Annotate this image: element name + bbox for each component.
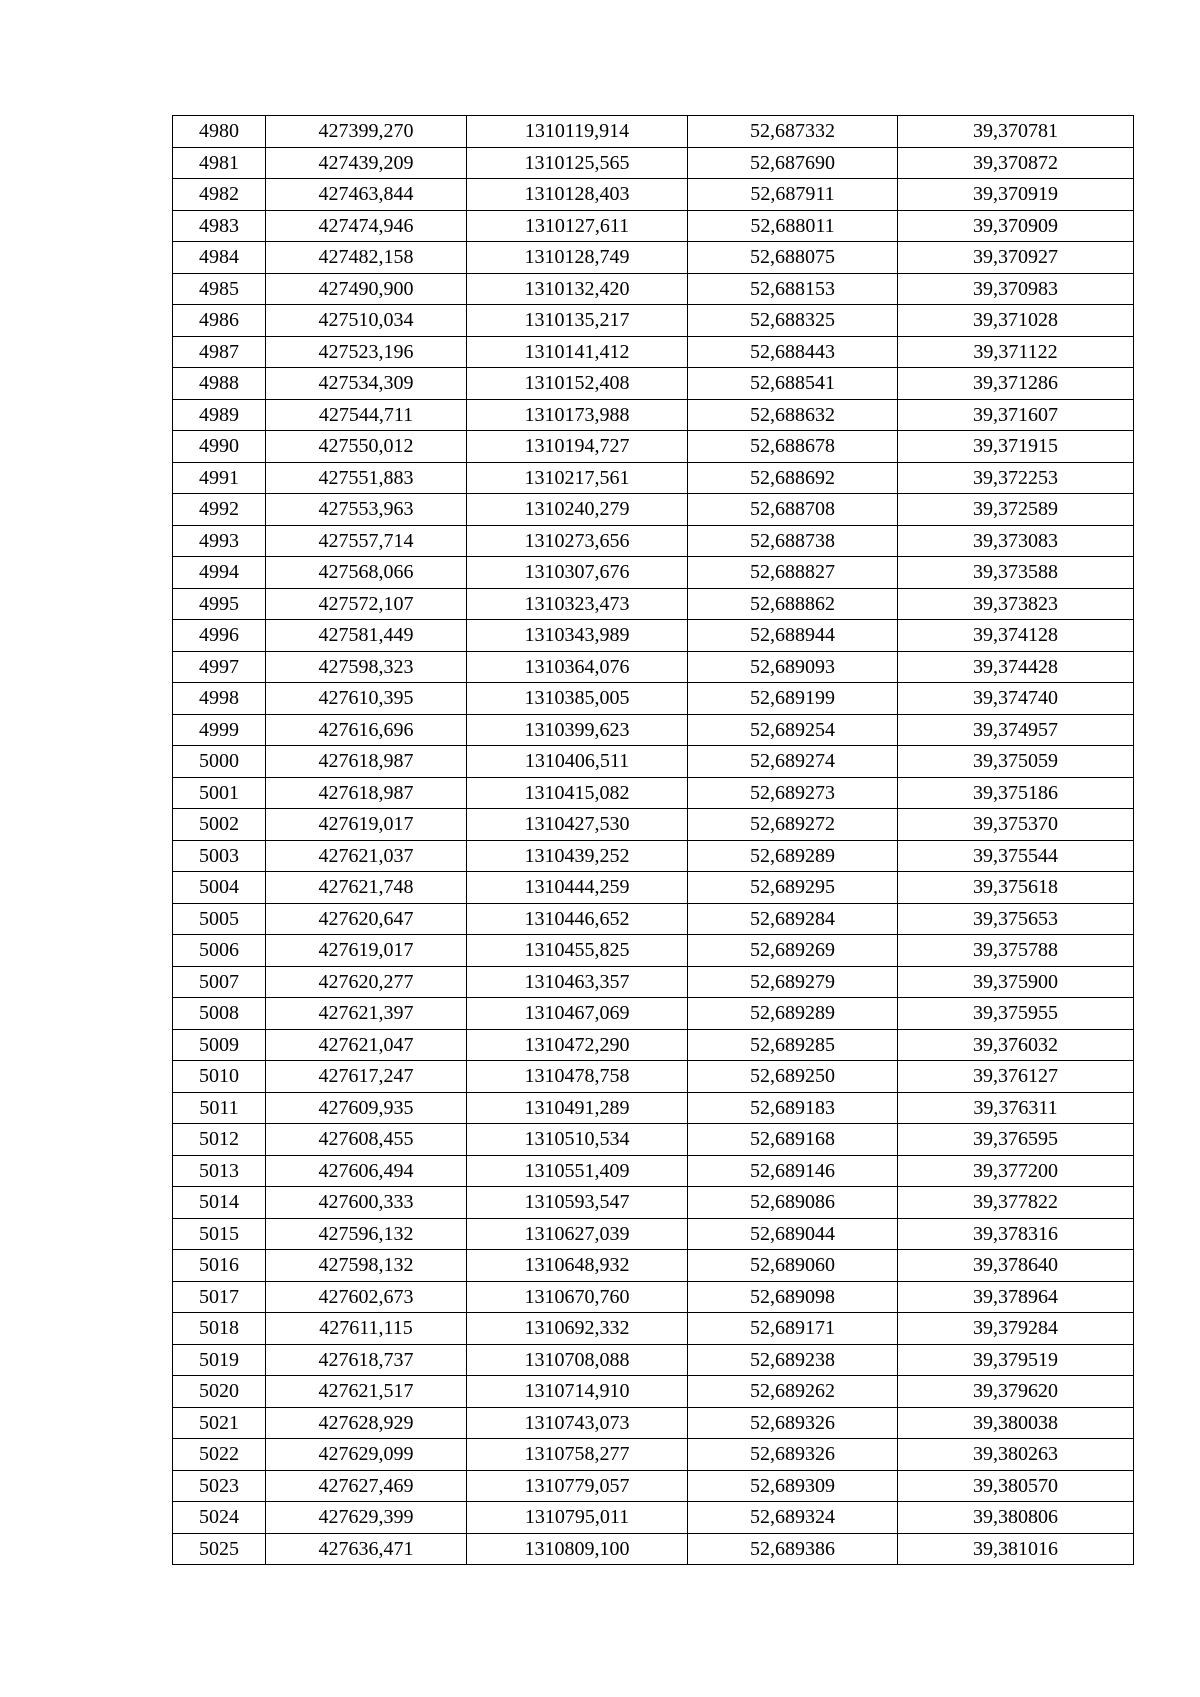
latitude-cell: 52,687911 <box>688 179 898 211</box>
table-row <box>173 1470 1134 1502</box>
point-number-cell: 5018 <box>173 1313 266 1345</box>
table-row <box>173 1155 1134 1187</box>
x-coordinate-cell: 427523,196 <box>266 336 467 368</box>
longitude-cell: 39,376311 <box>898 1092 1134 1124</box>
table-row <box>173 1218 1134 1250</box>
point-number-cell: 5002 <box>173 809 266 841</box>
latitude-cell: 52,689254 <box>688 714 898 746</box>
x-coordinate-cell: 427598,132 <box>266 1250 467 1282</box>
latitude-cell: 52,689146 <box>688 1155 898 1187</box>
table-row <box>173 840 1134 872</box>
table-row <box>173 1281 1134 1313</box>
latitude-cell: 52,688692 <box>688 462 898 494</box>
table-row <box>173 1187 1134 1219</box>
table-row <box>173 179 1134 211</box>
table-row <box>173 494 1134 526</box>
point-number-cell: 4993 <box>173 525 266 557</box>
table-row <box>173 714 1134 746</box>
latitude-cell: 52,688678 <box>688 431 898 463</box>
latitude-cell: 52,689269 <box>688 935 898 967</box>
x-coordinate-cell: 427510,034 <box>266 305 467 337</box>
latitude-cell: 52,688738 <box>688 525 898 557</box>
latitude-cell: 52,688011 <box>688 210 898 242</box>
point-number-cell: 4989 <box>173 399 266 431</box>
y-coordinate-cell: 1310795,011 <box>467 1502 688 1534</box>
table-row <box>173 147 1134 179</box>
table-row <box>173 336 1134 368</box>
point-number-cell: 4990 <box>173 431 266 463</box>
x-coordinate-cell: 427608,455 <box>266 1124 467 1156</box>
table-row <box>173 777 1134 809</box>
x-coordinate-cell: 427619,017 <box>266 809 467 841</box>
y-coordinate-cell: 1310173,988 <box>467 399 688 431</box>
x-coordinate-cell: 427600,333 <box>266 1187 467 1219</box>
latitude-cell: 52,688632 <box>688 399 898 431</box>
x-coordinate-cell: 427598,323 <box>266 651 467 683</box>
point-number-cell: 5013 <box>173 1155 266 1187</box>
table-row <box>173 809 1134 841</box>
point-number-cell: 5010 <box>173 1061 266 1093</box>
y-coordinate-cell: 1310743,073 <box>467 1407 688 1439</box>
latitude-cell: 52,689273 <box>688 777 898 809</box>
point-number-cell: 5008 <box>173 998 266 1030</box>
y-coordinate-cell: 1310240,279 <box>467 494 688 526</box>
x-coordinate-cell: 427439,209 <box>266 147 467 179</box>
y-coordinate-cell: 1310406,511 <box>467 746 688 778</box>
latitude-cell: 52,689289 <box>688 840 898 872</box>
y-coordinate-cell: 1310758,277 <box>467 1439 688 1471</box>
point-number-cell: 4987 <box>173 336 266 368</box>
point-number-cell: 4985 <box>173 273 266 305</box>
x-coordinate-cell: 427620,277 <box>266 966 467 998</box>
longitude-cell: 39,381016 <box>898 1533 1134 1565</box>
x-coordinate-cell: 427572,107 <box>266 588 467 620</box>
y-coordinate-cell: 1310551,409 <box>467 1155 688 1187</box>
longitude-cell: 39,372589 <box>898 494 1134 526</box>
point-number-cell: 4980 <box>173 116 266 148</box>
x-coordinate-cell: 427568,066 <box>266 557 467 589</box>
point-number-cell: 5024 <box>173 1502 266 1534</box>
x-coordinate-cell: 427399,270 <box>266 116 467 148</box>
x-coordinate-cell: 427621,397 <box>266 998 467 1030</box>
longitude-cell: 39,375653 <box>898 903 1134 935</box>
table-row <box>173 242 1134 274</box>
y-coordinate-cell: 1310593,547 <box>467 1187 688 1219</box>
longitude-cell: 39,370872 <box>898 147 1134 179</box>
y-coordinate-cell: 1310692,332 <box>467 1313 688 1345</box>
latitude-cell: 52,689183 <box>688 1092 898 1124</box>
table-row <box>173 1250 1134 1282</box>
latitude-cell: 52,689086 <box>688 1187 898 1219</box>
x-coordinate-cell: 427629,399 <box>266 1502 467 1534</box>
longitude-cell: 39,380038 <box>898 1407 1134 1439</box>
latitude-cell: 52,689295 <box>688 872 898 904</box>
latitude-cell: 52,689272 <box>688 809 898 841</box>
table-row <box>173 462 1134 494</box>
latitude-cell: 52,689324 <box>688 1502 898 1534</box>
x-coordinate-cell: 427490,900 <box>266 273 467 305</box>
longitude-cell: 39,371607 <box>898 399 1134 431</box>
point-number-cell: 5022 <box>173 1439 266 1471</box>
longitude-cell: 39,376032 <box>898 1029 1134 1061</box>
longitude-cell: 39,374128 <box>898 620 1134 652</box>
table-row <box>173 1313 1134 1345</box>
longitude-cell: 39,370983 <box>898 273 1134 305</box>
y-coordinate-cell: 1310446,652 <box>467 903 688 935</box>
latitude-cell: 52,688827 <box>688 557 898 589</box>
latitude-cell: 52,688541 <box>688 368 898 400</box>
x-coordinate-cell: 427620,647 <box>266 903 467 935</box>
latitude-cell: 52,689044 <box>688 1218 898 1250</box>
point-number-cell: 5007 <box>173 966 266 998</box>
longitude-cell: 39,377200 <box>898 1155 1134 1187</box>
x-coordinate-cell: 427636,471 <box>266 1533 467 1565</box>
x-coordinate-cell: 427610,395 <box>266 683 467 715</box>
latitude-cell: 52,689168 <box>688 1124 898 1156</box>
table-row <box>173 116 1134 148</box>
latitude-cell: 52,689326 <box>688 1439 898 1471</box>
x-coordinate-cell: 427463,844 <box>266 179 467 211</box>
y-coordinate-cell: 1310648,932 <box>467 1250 688 1282</box>
latitude-cell: 52,689171 <box>688 1313 898 1345</box>
longitude-cell: 39,375955 <box>898 998 1134 1030</box>
point-number-cell: 5009 <box>173 1029 266 1061</box>
y-coordinate-cell: 1310455,825 <box>467 935 688 967</box>
y-coordinate-cell: 1310273,656 <box>467 525 688 557</box>
x-coordinate-cell: 427609,935 <box>266 1092 467 1124</box>
point-number-cell: 4996 <box>173 620 266 652</box>
longitude-cell: 39,380570 <box>898 1470 1134 1502</box>
y-coordinate-cell: 1310364,076 <box>467 651 688 683</box>
latitude-cell: 52,687690 <box>688 147 898 179</box>
x-coordinate-cell: 427553,963 <box>266 494 467 526</box>
longitude-cell: 39,375370 <box>898 809 1134 841</box>
x-coordinate-cell: 427534,309 <box>266 368 467 400</box>
y-coordinate-cell: 1310385,005 <box>467 683 688 715</box>
table-row <box>173 1092 1134 1124</box>
y-coordinate-cell: 1310478,758 <box>467 1061 688 1093</box>
point-number-cell: 4999 <box>173 714 266 746</box>
point-number-cell: 4992 <box>173 494 266 526</box>
coordinates-table-body <box>173 116 1134 1565</box>
point-number-cell: 5019 <box>173 1344 266 1376</box>
latitude-cell: 52,689279 <box>688 966 898 998</box>
x-coordinate-cell: 427618,987 <box>266 746 467 778</box>
table-row <box>173 273 1134 305</box>
latitude-cell: 52,689386 <box>688 1533 898 1565</box>
x-coordinate-cell: 427617,247 <box>266 1061 467 1093</box>
point-number-cell: 4981 <box>173 147 266 179</box>
point-number-cell: 5004 <box>173 872 266 904</box>
y-coordinate-cell: 1310323,473 <box>467 588 688 620</box>
table-row <box>173 620 1134 652</box>
longitude-cell: 39,371122 <box>898 336 1134 368</box>
x-coordinate-cell: 427551,883 <box>266 462 467 494</box>
latitude-cell: 52,689199 <box>688 683 898 715</box>
table-row <box>173 431 1134 463</box>
latitude-cell: 52,689274 <box>688 746 898 778</box>
point-number-cell: 5011 <box>173 1092 266 1124</box>
table-row <box>173 210 1134 242</box>
y-coordinate-cell: 1310809,100 <box>467 1533 688 1565</box>
y-coordinate-cell: 1310119,914 <box>467 116 688 148</box>
point-number-cell: 4997 <box>173 651 266 683</box>
latitude-cell: 52,688075 <box>688 242 898 274</box>
point-number-cell: 5014 <box>173 1187 266 1219</box>
x-coordinate-cell: 427482,158 <box>266 242 467 274</box>
longitude-cell: 39,376595 <box>898 1124 1134 1156</box>
longitude-cell: 39,378964 <box>898 1281 1134 1313</box>
latitude-cell: 52,689060 <box>688 1250 898 1282</box>
point-number-cell: 4982 <box>173 179 266 211</box>
point-number-cell: 4998 <box>173 683 266 715</box>
y-coordinate-cell: 1310463,357 <box>467 966 688 998</box>
latitude-cell: 52,689326 <box>688 1407 898 1439</box>
x-coordinate-cell: 427602,673 <box>266 1281 467 1313</box>
longitude-cell: 39,379284 <box>898 1313 1134 1345</box>
table-row <box>173 998 1134 1030</box>
table-row <box>173 1376 1134 1408</box>
point-number-cell: 5003 <box>173 840 266 872</box>
point-number-cell: 4994 <box>173 557 266 589</box>
longitude-cell: 39,374957 <box>898 714 1134 746</box>
y-coordinate-cell: 1310439,252 <box>467 840 688 872</box>
y-coordinate-cell: 1310415,082 <box>467 777 688 809</box>
longitude-cell: 39,380263 <box>898 1439 1134 1471</box>
coordinates-table <box>172 115 1134 1565</box>
longitude-cell: 39,373083 <box>898 525 1134 557</box>
table-row <box>173 651 1134 683</box>
x-coordinate-cell: 427618,737 <box>266 1344 467 1376</box>
longitude-cell: 39,375900 <box>898 966 1134 998</box>
longitude-cell: 39,375186 <box>898 777 1134 809</box>
longitude-cell: 39,378316 <box>898 1218 1134 1250</box>
table-row <box>173 746 1134 778</box>
longitude-cell: 39,371915 <box>898 431 1134 463</box>
table-row <box>173 1344 1134 1376</box>
table-row <box>173 1502 1134 1534</box>
y-coordinate-cell: 1310343,989 <box>467 620 688 652</box>
latitude-cell: 52,689098 <box>688 1281 898 1313</box>
y-coordinate-cell: 1310627,039 <box>467 1218 688 1250</box>
table-row <box>173 1029 1134 1061</box>
latitude-cell: 52,688862 <box>688 588 898 620</box>
table-row <box>173 1439 1134 1471</box>
y-coordinate-cell: 1310472,290 <box>467 1029 688 1061</box>
x-coordinate-cell: 427474,946 <box>266 210 467 242</box>
y-coordinate-cell: 1310152,408 <box>467 368 688 400</box>
longitude-cell: 39,373588 <box>898 557 1134 589</box>
longitude-cell: 39,371028 <box>898 305 1134 337</box>
latitude-cell: 52,688944 <box>688 620 898 652</box>
y-coordinate-cell: 1310670,760 <box>467 1281 688 1313</box>
point-number-cell: 5012 <box>173 1124 266 1156</box>
point-number-cell: 4988 <box>173 368 266 400</box>
table-row <box>173 1407 1134 1439</box>
point-number-cell: 5001 <box>173 777 266 809</box>
y-coordinate-cell: 1310779,057 <box>467 1470 688 1502</box>
y-coordinate-cell: 1310714,910 <box>467 1376 688 1408</box>
x-coordinate-cell: 427621,748 <box>266 872 467 904</box>
longitude-cell: 39,373823 <box>898 588 1134 620</box>
y-coordinate-cell: 1310128,749 <box>467 242 688 274</box>
point-number-cell: 4984 <box>173 242 266 274</box>
table-row <box>173 525 1134 557</box>
longitude-cell: 39,377822 <box>898 1187 1134 1219</box>
point-number-cell: 5020 <box>173 1376 266 1408</box>
x-coordinate-cell: 427544,711 <box>266 399 467 431</box>
longitude-cell: 39,372253 <box>898 462 1134 494</box>
x-coordinate-cell: 427611,115 <box>266 1313 467 1345</box>
longitude-cell: 39,380806 <box>898 1502 1134 1534</box>
latitude-cell: 52,688708 <box>688 494 898 526</box>
latitude-cell: 52,689284 <box>688 903 898 935</box>
y-coordinate-cell: 1310217,561 <box>467 462 688 494</box>
x-coordinate-cell: 427616,696 <box>266 714 467 746</box>
table-row <box>173 683 1134 715</box>
x-coordinate-cell: 427550,012 <box>266 431 467 463</box>
longitude-cell: 39,374428 <box>898 651 1134 683</box>
latitude-cell: 52,688443 <box>688 336 898 368</box>
y-coordinate-cell: 1310444,259 <box>467 872 688 904</box>
y-coordinate-cell: 1310491,289 <box>467 1092 688 1124</box>
longitude-cell: 39,370909 <box>898 210 1134 242</box>
table-row <box>173 903 1134 935</box>
point-number-cell: 5015 <box>173 1218 266 1250</box>
x-coordinate-cell: 427627,469 <box>266 1470 467 1502</box>
longitude-cell: 39,379519 <box>898 1344 1134 1376</box>
point-number-cell: 5025 <box>173 1533 266 1565</box>
y-coordinate-cell: 1310132,420 <box>467 273 688 305</box>
x-coordinate-cell: 427621,517 <box>266 1376 467 1408</box>
y-coordinate-cell: 1310127,611 <box>467 210 688 242</box>
y-coordinate-cell: 1310141,412 <box>467 336 688 368</box>
y-coordinate-cell: 1310467,069 <box>467 998 688 1030</box>
x-coordinate-cell: 427618,987 <box>266 777 467 809</box>
x-coordinate-cell: 427628,929 <box>266 1407 467 1439</box>
table-row <box>173 368 1134 400</box>
latitude-cell: 52,689289 <box>688 998 898 1030</box>
point-number-cell: 5005 <box>173 903 266 935</box>
latitude-cell: 52,688325 <box>688 305 898 337</box>
x-coordinate-cell: 427629,099 <box>266 1439 467 1471</box>
table-row <box>173 872 1134 904</box>
x-coordinate-cell: 427621,037 <box>266 840 467 872</box>
latitude-cell: 52,689262 <box>688 1376 898 1408</box>
longitude-cell: 39,375059 <box>898 746 1134 778</box>
table-row <box>173 588 1134 620</box>
longitude-cell: 39,370927 <box>898 242 1134 274</box>
x-coordinate-cell: 427557,714 <box>266 525 467 557</box>
longitude-cell: 39,378640 <box>898 1250 1134 1282</box>
y-coordinate-cell: 1310399,623 <box>467 714 688 746</box>
table-row <box>173 935 1134 967</box>
longitude-cell: 39,375788 <box>898 935 1134 967</box>
y-coordinate-cell: 1310128,403 <box>467 179 688 211</box>
latitude-cell: 52,689250 <box>688 1061 898 1093</box>
x-coordinate-cell: 427621,047 <box>266 1029 467 1061</box>
point-number-cell: 5006 <box>173 935 266 967</box>
table-row <box>173 399 1134 431</box>
x-coordinate-cell: 427619,017 <box>266 935 467 967</box>
x-coordinate-cell: 427606,494 <box>266 1155 467 1187</box>
x-coordinate-cell: 427581,449 <box>266 620 467 652</box>
point-number-cell: 5021 <box>173 1407 266 1439</box>
latitude-cell: 52,689285 <box>688 1029 898 1061</box>
y-coordinate-cell: 1310708,088 <box>467 1344 688 1376</box>
longitude-cell: 39,371286 <box>898 368 1134 400</box>
point-number-cell: 4986 <box>173 305 266 337</box>
y-coordinate-cell: 1310510,534 <box>467 1124 688 1156</box>
point-number-cell: 4983 <box>173 210 266 242</box>
longitude-cell: 39,379620 <box>898 1376 1134 1408</box>
table-row <box>173 305 1134 337</box>
x-coordinate-cell: 427596,132 <box>266 1218 467 1250</box>
latitude-cell: 52,688153 <box>688 273 898 305</box>
table-row <box>173 557 1134 589</box>
point-number-cell: 5017 <box>173 1281 266 1313</box>
longitude-cell: 39,374740 <box>898 683 1134 715</box>
point-number-cell: 5016 <box>173 1250 266 1282</box>
y-coordinate-cell: 1310427,530 <box>467 809 688 841</box>
latitude-cell: 52,689238 <box>688 1344 898 1376</box>
table-row <box>173 1124 1134 1156</box>
longitude-cell: 39,375618 <box>898 872 1134 904</box>
longitude-cell: 39,376127 <box>898 1061 1134 1093</box>
longitude-cell: 39,375544 <box>898 840 1134 872</box>
latitude-cell: 52,689093 <box>688 651 898 683</box>
point-number-cell: 5023 <box>173 1470 266 1502</box>
longitude-cell: 39,370781 <box>898 116 1134 148</box>
table-row <box>173 1533 1134 1565</box>
latitude-cell: 52,689309 <box>688 1470 898 1502</box>
y-coordinate-cell: 1310194,727 <box>467 431 688 463</box>
table-row <box>173 966 1134 998</box>
y-coordinate-cell: 1310125,565 <box>467 147 688 179</box>
point-number-cell: 4995 <box>173 588 266 620</box>
point-number-cell: 5000 <box>173 746 266 778</box>
y-coordinate-cell: 1310135,217 <box>467 305 688 337</box>
table-row <box>173 1061 1134 1093</box>
longitude-cell: 39,370919 <box>898 179 1134 211</box>
point-number-cell: 4991 <box>173 462 266 494</box>
latitude-cell: 52,687332 <box>688 116 898 148</box>
y-coordinate-cell: 1310307,676 <box>467 557 688 589</box>
